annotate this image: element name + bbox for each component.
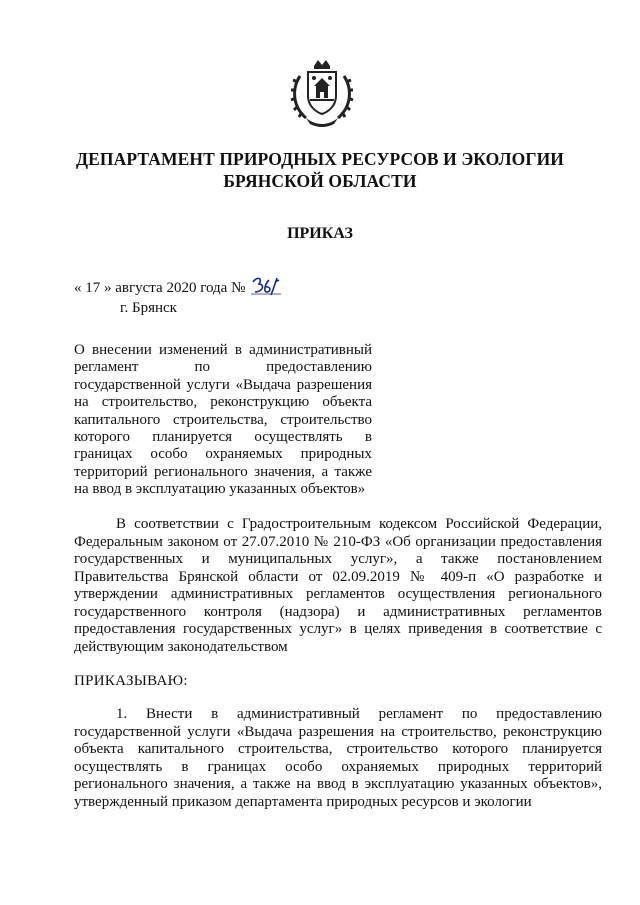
- order-city: г. Брянск: [120, 300, 177, 316]
- order-date-line: [74, 276, 283, 297]
- command-heading: ПРИКАЗЫВАЮ:: [74, 673, 188, 689]
- order-item-1: 1. Внести в административный регламент по предоставлению государственной услуги «Выдача разрешения на строительство, реконструкцию объекта капитального строительства, строительство которого планируется осуществлять в границах особо охраняемых природных территорий регионального значения, а также на ввод в эксплуатацию указанных объектов», утвержденный приказом департамента природных ресурсов и экологии: [74, 706, 602, 810]
- department-name: [40, 148, 600, 192]
- preamble-paragraph: В соответствии с Градостроительным кодексом Российской Федерации, Федеральным законом от 27.07.2010 № 210-ФЗ «Об организации предоставления государственных и муниципальных услуг», а также постановлением Правительства Брянской области от 02.09.2019 № 409-п «О разработке и утверждении административных регламентов осуществления регионального государственного контроля (надзора) и административных регламентов предоставления государственных услуг» в целях приведения в соответствие с действующим законодательством: [74, 516, 602, 655]
- order-subject: О внесении изменений в административный регламент по предоставлению государственной услуги «Выдача разрешения на строительство, реконструкцию объекта капитального строительства, строительство которого планируется осуществлять в границах особо охраняемых природных территорий регионального значения, а также на ввод в эксплуатацию указанных объектов»: [74, 342, 372, 498]
- coat-of-arms-icon: [290, 56, 354, 128]
- order-date: « 17 » августа 2020 года №: [74, 280, 246, 296]
- order-title: ПРИКАЗ: [287, 225, 353, 242]
- department-name-line2: БРЯНСКОЙ ОБЛАСТИ: [223, 171, 417, 191]
- handwritten-order-number: [251, 276, 283, 296]
- department-name-line1: ДЕПАРТАМЕНТ ПРИРОДНЫХ РЕСУРСОВ И ЭКОЛОГИИ: [75, 149, 564, 169]
